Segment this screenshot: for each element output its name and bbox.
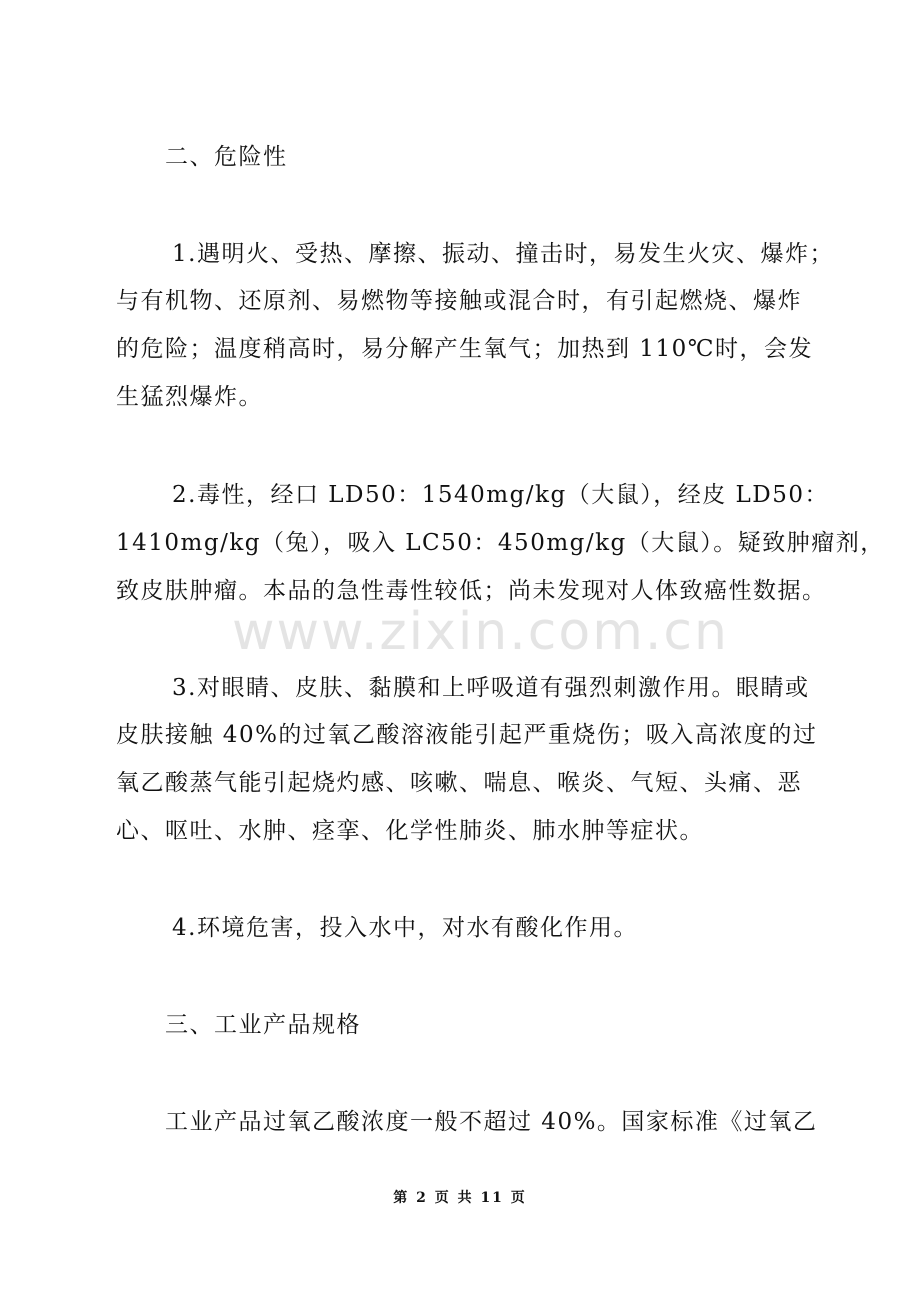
page-footer: 第 2 页 共 11 页	[393, 1190, 527, 1206]
paragraph-line: 2.毒性，经口 LD50：1540mg/kg（大鼠），经皮 LD50：	[172, 482, 830, 508]
paragraph-line: 心、呕吐、水肿、痉挛、化学性肺炎、肺水肿等症状。	[116, 818, 704, 844]
paragraph-line: 皮肤接触 40%的过氧乙酸溶液能引起严重烧伤；吸入高浓度的过	[116, 722, 818, 748]
section-heading-hazard: 二、危险性	[165, 144, 288, 170]
paragraph-line: 的危险；温度稍高时，易分解产生氧气；加热到 110℃时，会发	[116, 336, 813, 362]
paragraph-line: 氧乙酸蒸气能引起烧灼感、咳嗽、喘息、喉炎、气短、头痛、恶	[116, 770, 802, 796]
paragraph-line: 生猛烈爆炸。	[116, 384, 263, 410]
paragraph-line: 3.对眼睛、皮肤、黏膜和上呼吸道有强烈刺激作用。眼睛或	[172, 675, 810, 701]
paragraph-line: 致皮肤肿瘤。本品的急性毒性较低；尚未发现对人体致癌性数据。	[116, 578, 827, 604]
section-heading-spec: 三、工业产品规格	[165, 1012, 361, 1038]
paragraph-item-4: 4.环境危害，投入水中，对水有酸化作用。	[172, 915, 638, 941]
watermark: www.zixin.com.cn	[232, 602, 729, 662]
paragraph-line: 1410mg/kg（兔），吸入 LC50：450mg/kg（大鼠）。疑致肿瘤剂，	[116, 530, 885, 556]
paragraph-line: 1.遇明火、受热、摩擦、振动、撞击时，易发生火灾、爆炸；	[172, 241, 834, 267]
paragraph-line: 与有机物、还原剂、易燃物等接触或混合时，有引起燃烧、爆炸	[116, 288, 802, 314]
paragraph-spec: 工业产品过氧乙酸浓度一般不超过 40%。国家标准《过氧乙	[165, 1109, 818, 1135]
